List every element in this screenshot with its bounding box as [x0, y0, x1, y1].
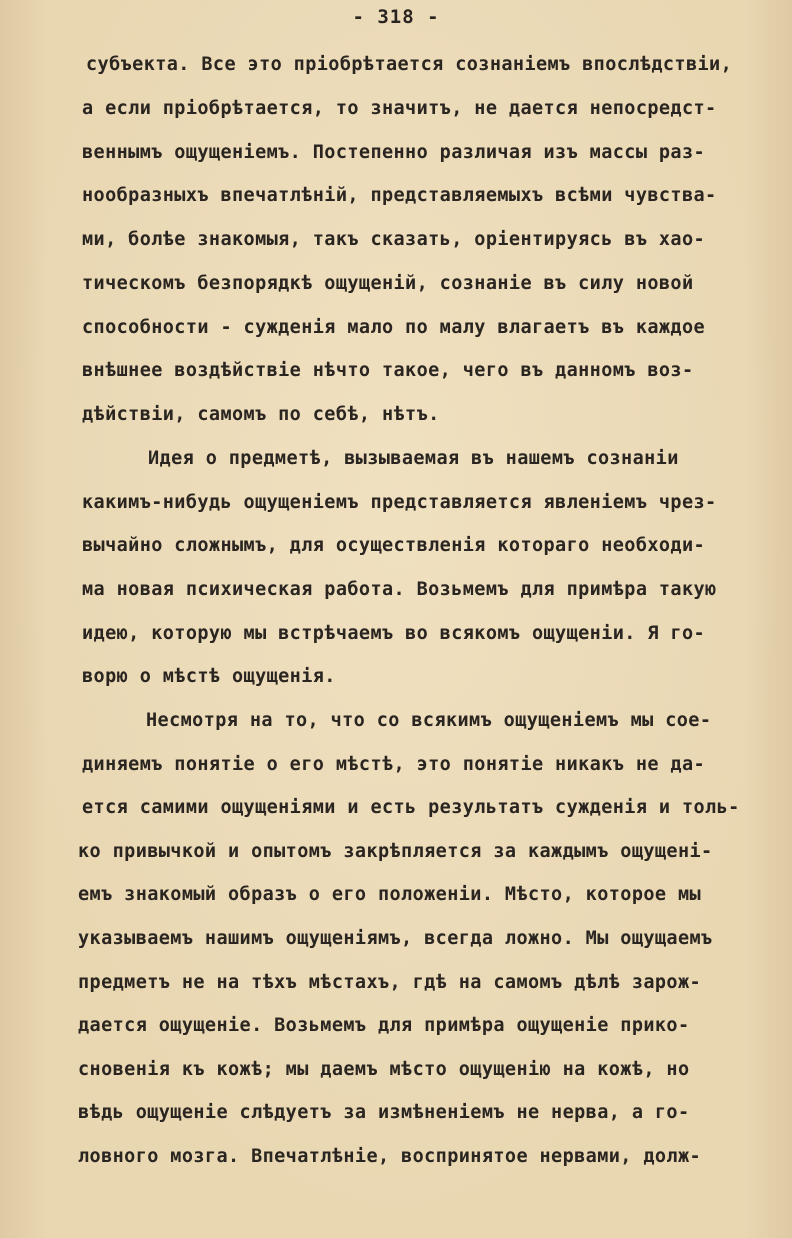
text-line: Идея о предметѣ, вызываемая въ нашемъ сознаніи	[148, 448, 679, 469]
text-line: емъ знакомый образъ о его положеніи. Мѣсто, которое мы	[78, 884, 702, 905]
text-line: а если пріобрѣтается, то значитъ, не дается непосредст-	[82, 98, 717, 119]
text-line: Несмотря на то, что со всякимъ ощущеніемъ мы сое-	[146, 710, 712, 731]
text-line: ловного мозга. Впечатлѣніе, воспринятое нервами, долж-	[78, 1146, 702, 1167]
text-line: субъекта. Все это пріобрѣтается сознаніемъ впослѣдствіи,	[86, 54, 733, 75]
text-line: какимъ-нибудь ощущеніемъ представляется явленіемъ чрез-	[82, 492, 717, 513]
text-line: идею, которую мы встрѣчаемъ во всякомъ ощущеніи. Я го-	[82, 623, 706, 644]
text-line: вѣдь ощущеніе слѣдуетъ за измѣненіемъ не нерва, а го-	[78, 1102, 690, 1123]
text-line: указываемъ нашимъ ощущеніямъ, всегда ложно. Мы ощущаемъ	[78, 928, 713, 949]
page-number: - 318 -	[352, 6, 440, 28]
text-line: ворю о мѣстѣ ощущенія.	[82, 666, 336, 687]
text-line: дается ощущеніе. Возьмемъ для примѣра ощущеніе прико-	[78, 1015, 690, 1036]
text-line: предметъ не на тѣхъ мѣстахъ, гдѣ на самомъ дѣлѣ зарож-	[78, 972, 702, 993]
text-line: тическомъ безпорядкѣ ощущеній, сознаніе въ силу новой	[82, 273, 694, 294]
text-line: дѣйствіи, самомъ по себѣ, нѣтъ.	[82, 404, 440, 425]
text-line: ется самими ощущеніями и есть результатъ сужденія и толь-	[82, 797, 740, 818]
text-line: вычайно сложнымъ, для осуществленія котораго необходи-	[82, 535, 706, 556]
text-line: ко привычкой и опытомъ закрѣпляется за каждымъ ощущені-	[78, 841, 713, 862]
text-line: ми, болѣе знакомыя, такъ сказать, оріентируясь въ хао-	[82, 229, 706, 250]
text-line: сновенія къ кожѣ; мы даемъ мѣсто ощущенію на кожѣ, но	[78, 1059, 690, 1080]
text-line: диняемъ понятіе о его мѣстѣ, это понятіе никакъ не да-	[82, 754, 706, 775]
text-line: способности - сужденія мало по малу влагаетъ въ каждое	[82, 317, 706, 338]
text-line: внѣшнее воздѣйствіе нѣчто такое, чего въ данномъ воз-	[82, 360, 694, 381]
text-line: нообразныхъ впечатлѣній, представляемыхъ всѣми чувства-	[82, 185, 717, 206]
text-line: ма новая психическая работа. Возьмемъ для примѣра такую	[82, 579, 717, 600]
text-line: веннымъ ощущеніемъ. Постепенно различая изъ массы раз-	[82, 142, 706, 163]
